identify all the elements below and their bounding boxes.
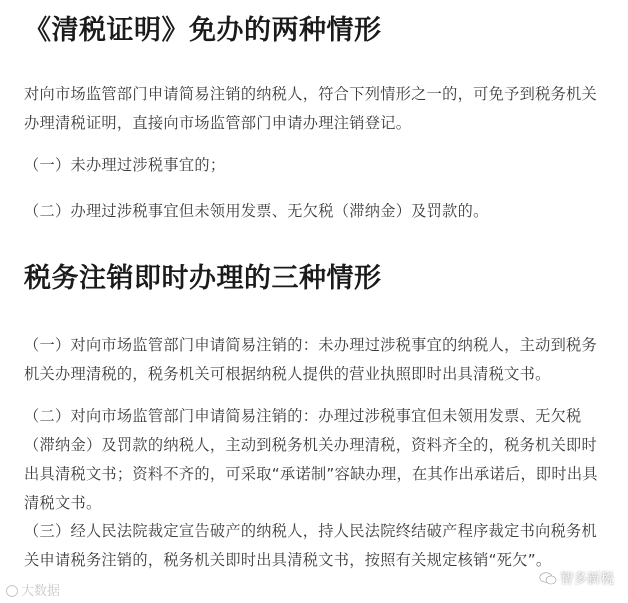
watermark-right-text: 智多新税 <box>560 571 614 587</box>
section-title-instant-processing: 税务注销即时办理的三种情形 <box>24 263 382 294</box>
wechat-logo-icon <box>539 572 557 585</box>
paragraph-exemption-intro: 对向市场监管部门申请简易注销的纳税人，符合下列情形之一的，可免予到税务机关办理清税证明，直接向市场监管部门申请办理注销登记。 <box>24 85 598 132</box>
watermark-left-text: 大数据 <box>21 584 61 599</box>
list-item-instant-3: （三）经人民法院裁定宣告破产的纳税人，持人民法院终结破产程序裁定书向税务机关申请税务注销的，税务机关即时出具清税文书，按照有关规定核销“死欠”。 <box>24 522 598 569</box>
list-item-instant-2: （二）对向市场监管部门申请简易注销的：办理过涉税事宜但未领用发票、无欠税（滞纳金）及罚款的纳税人，主动到税务机关办理清税，资料齐全的，税务机关即时出具清税文书；资料不齐的，可采取“承诺制”容缺办理，在其作出承诺后，即时出具清税文书。 <box>24 407 598 512</box>
watermark-left <box>6 580 60 599</box>
watermark-right <box>539 567 614 587</box>
list-item-instant-1: （一）对向市场监管部门申请简易注销的：未办理过涉税事宜的纳税人，主动到税务机关办理清税的，税务机关可根据纳税人提供的营业执照即时出具清税文书。 <box>24 336 598 383</box>
weibo-logo-icon <box>6 585 18 597</box>
section-title-exemption: 《清税证明》免办的两种情形 <box>24 15 382 46</box>
list-item-exemption-1: （一）未办理过涉税事宜的； <box>24 156 226 174</box>
list-item-exemption-2: （二）办理过涉税事宜但未领用发票、无欠税（滞纳金）及罚款的。 <box>24 202 489 220</box>
